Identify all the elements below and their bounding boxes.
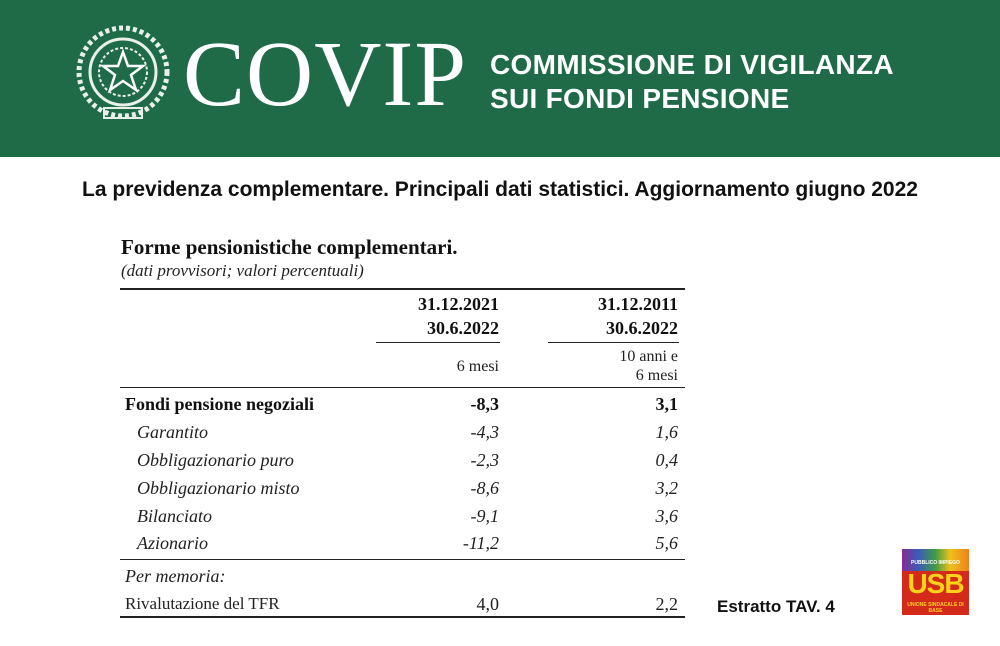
memo-value-col2: 2,2 (655, 594, 678, 614)
table-header-rule (120, 387, 685, 388)
usb-logo-top-text: PUBBLICO IMPIEGO (911, 560, 960, 566)
table-subtitle: (dati provvisori; valori percentuali) (121, 261, 364, 280)
row-value-col1: -11,2 (462, 533, 499, 553)
row-value-col2: 3,1 (655, 394, 678, 414)
table-title: Forme pensionistiche complementari. (121, 235, 458, 259)
row-value-col1: -9,1 (470, 506, 499, 526)
col1-period-to: 30.6.2022 (427, 318, 499, 338)
row-label-garantito: Garantito (137, 422, 209, 442)
usb-logo-letters: USB (907, 568, 964, 599)
organization-name (490, 48, 894, 116)
row-label-rivalutazione-tfr: Rivalutazione del TFR (125, 594, 280, 613)
row-value-col1: -8,3 (470, 394, 499, 414)
row-label-fondi-negoziali: Fondi pensione negoziali (125, 394, 315, 414)
table-memo-rule (120, 559, 685, 560)
row-value-col1: -2,3 (470, 450, 499, 470)
col2-span-line2: 6 mesi (635, 367, 678, 384)
row-label-obbligazionario-puro: Obbligazionario puro (137, 450, 294, 470)
italian-republic-emblem-icon (74, 22, 172, 124)
row-value-col2: 0,4 (655, 450, 678, 470)
organization-name-line2: SUI FONDI PENSIONE (490, 83, 790, 114)
extract-note: Estratto TAV. 4 (717, 597, 835, 616)
row-value-col1: -8,6 (470, 478, 499, 498)
row-value-col2: 1,6 (655, 422, 678, 442)
row-value-col2: 5,6 (655, 533, 678, 553)
col2-period-to: 30.6.2022 (606, 318, 678, 338)
row-label-azionario: Azionario (137, 533, 209, 553)
row-value-col2: 3,6 (655, 506, 678, 526)
row-value-col2: 3,2 (655, 478, 678, 498)
table-bottom-rule (120, 616, 685, 618)
row-label-obbligazionario-misto: Obbligazionario misto (137, 478, 300, 498)
covip-wordmark: COVIP (183, 23, 468, 126)
usb-union-logo-icon (902, 549, 969, 615)
col2-span-line1: 10 anni e (619, 348, 678, 365)
header-banner (0, 0, 1000, 157)
row-label-bilanciato: Bilanciato (137, 506, 212, 526)
memo-value-col1: 4,0 (476, 594, 499, 614)
page-headline: La previdenza complementare. Principali dati statistici. Aggiornamento giugno 2022 (82, 178, 918, 201)
memo-label: Per memoria: (125, 566, 226, 586)
col1-header-underline (376, 342, 500, 343)
usb-logo-bottom-text: UNIONE SINDACALE DI BASE (907, 602, 964, 614)
col2-period-from: 31.12.2011 (597, 294, 678, 314)
row-value-col1: -4,3 (470, 422, 499, 442)
col1-span: 6 mesi (456, 358, 499, 375)
table-top-rule (120, 288, 685, 290)
col2-header-underline (548, 342, 679, 343)
col1-period-from: 31.12.2021 (418, 294, 499, 314)
organization-name-line1: COMMISSIONE DI VIGILANZA (490, 49, 894, 80)
